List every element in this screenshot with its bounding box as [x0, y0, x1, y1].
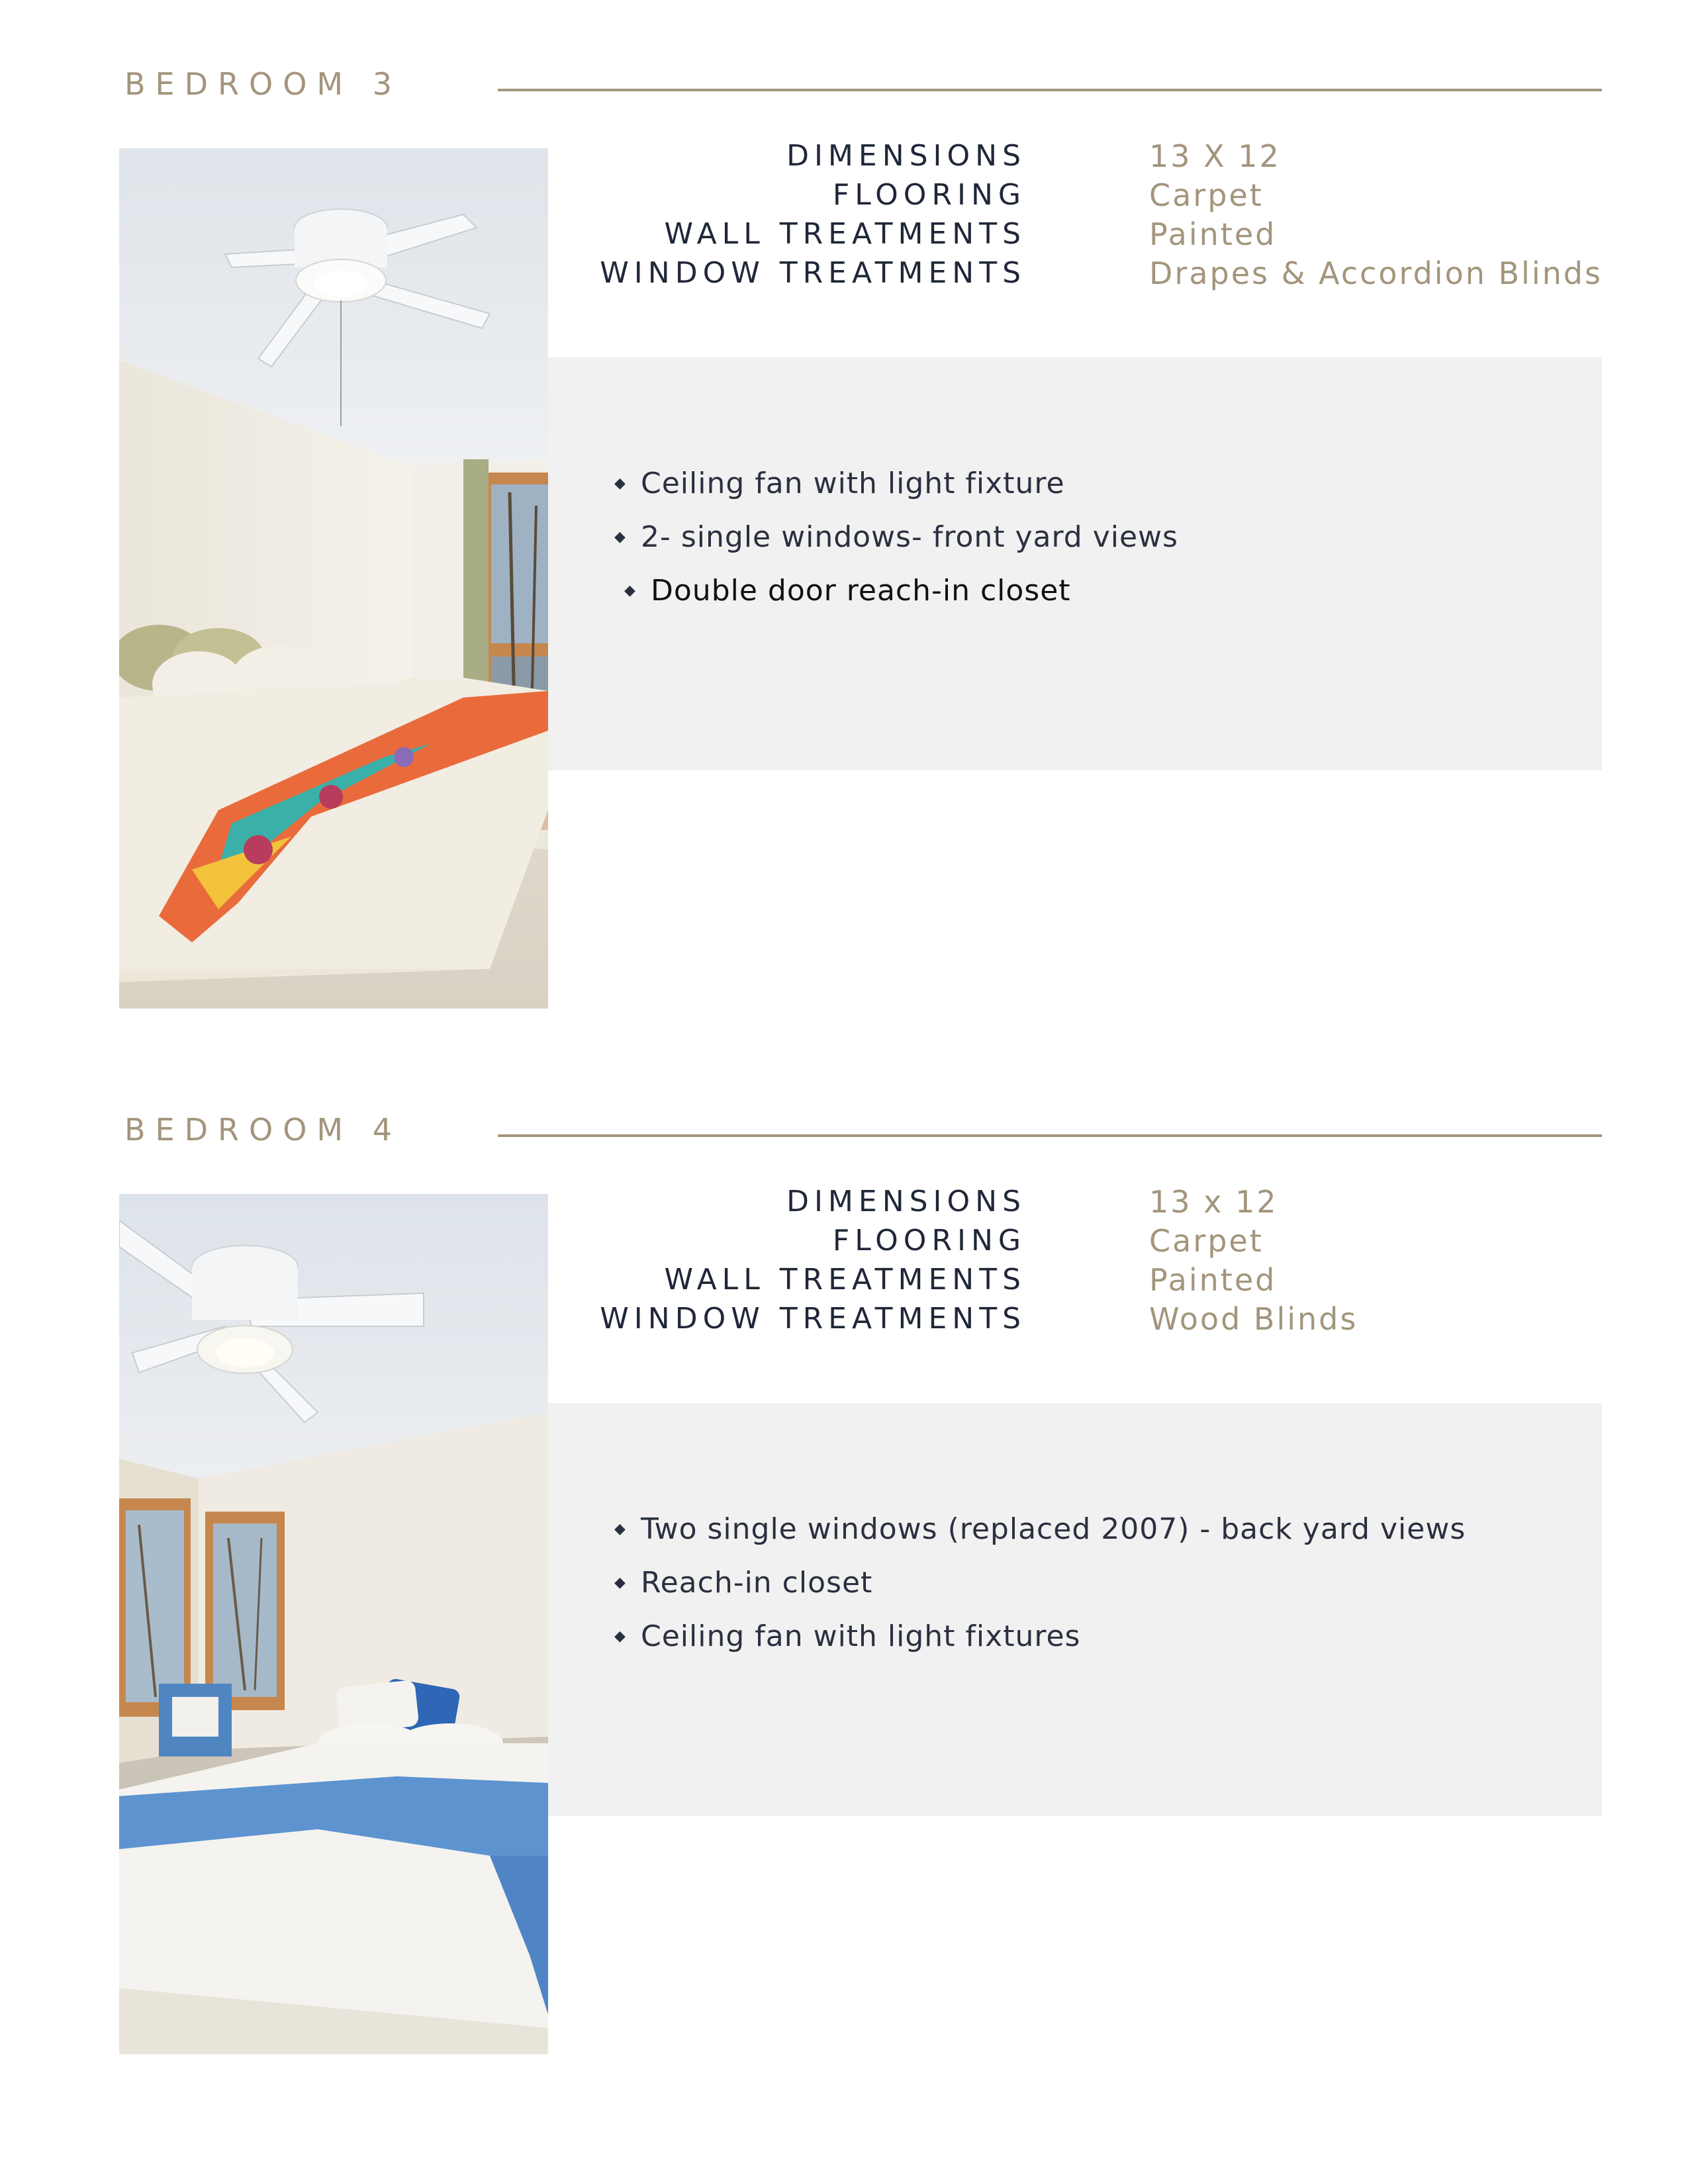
- section-heading: BEDROOM 3: [124, 66, 402, 102]
- bedroom-4-features-panel: [548, 1403, 1602, 1816]
- section-heading: BEDROOM 4: [124, 1112, 402, 1148]
- bedroom-3-section: [0, 0, 1688, 1006]
- bedroom-3-features-panel: [548, 357, 1602, 770]
- list-item: [614, 1556, 1466, 1610]
- spec-row-wall-treatments: [583, 214, 1688, 254]
- list-item: [614, 510, 1178, 564]
- bedroom-4-specs: [583, 1182, 1688, 1347]
- feature-text: Ceiling fan with light fixtures: [641, 1619, 1081, 1653]
- bedroom-4-photo: [119, 1194, 548, 2054]
- list-item: [614, 564, 1178, 617]
- heading-rule: [498, 89, 1602, 91]
- spec-row-flooring: [583, 1221, 1688, 1261]
- spec-row-dimensions: [583, 136, 1688, 176]
- spec-label: FLOORING: [832, 1224, 1026, 1257]
- spec-row-window-treatments: [583, 253, 1688, 293]
- spec-row-flooring: [583, 175, 1688, 215]
- list-item: [614, 1502, 1466, 1556]
- bedroom-4-section: [0, 1046, 1688, 2052]
- spec-row-window-treatments: [583, 1299, 1688, 1339]
- spec-label: WALL TREATMENTS: [664, 217, 1026, 251]
- spec-value: Painted: [1149, 1262, 1277, 1298]
- feature-text: 2- single windows- front yard views: [641, 520, 1178, 554]
- feature-text: Reach-in closet: [641, 1566, 873, 1600]
- spec-value: 13 X 12: [1149, 138, 1281, 174]
- bullet-icon: ◆: [614, 1521, 626, 1537]
- bullet-icon: ◆: [614, 475, 626, 492]
- spec-label: WINDOW TREATMENTS: [600, 1302, 1026, 1336]
- spec-row-dimensions: [583, 1182, 1688, 1222]
- bedroom-3-photo: [119, 148, 548, 1009]
- bullet-icon: ◆: [614, 1628, 626, 1645]
- spec-row-wall-treatments: [583, 1260, 1688, 1300]
- spec-value: Painted: [1149, 216, 1277, 252]
- spec-value: Wood Blinds: [1149, 1301, 1358, 1337]
- spec-label: FLOORING: [832, 178, 1026, 212]
- spec-label: DIMENSIONS: [786, 1185, 1026, 1218]
- feature-list: [614, 457, 1178, 617]
- spec-label: WALL TREATMENTS: [664, 1263, 1026, 1297]
- feature-text: Double door reach-in closet: [651, 574, 1071, 608]
- feature-list: [614, 1502, 1466, 1663]
- spec-value: 13 x 12: [1149, 1184, 1278, 1220]
- spec-label: DIMENSIONS: [786, 139, 1026, 173]
- spec-value: Drapes & Accordion Blinds: [1149, 255, 1603, 291]
- spec-value: Carpet: [1149, 177, 1264, 213]
- bullet-icon: ◆: [624, 582, 636, 599]
- bullet-icon: ◆: [614, 529, 626, 545]
- spec-value: Carpet: [1149, 1223, 1264, 1259]
- heading-rule: [498, 1134, 1602, 1137]
- list-item: [614, 457, 1178, 510]
- bullet-icon: ◆: [614, 1574, 626, 1591]
- list-item: [614, 1610, 1466, 1663]
- feature-text: Ceiling fan with light fixture: [641, 467, 1065, 500]
- spec-label: WINDOW TREATMENTS: [600, 256, 1026, 290]
- feature-text: Two single windows (replaced 2007) - back yard views: [641, 1512, 1466, 1546]
- bedroom-3-specs: [583, 136, 1688, 302]
